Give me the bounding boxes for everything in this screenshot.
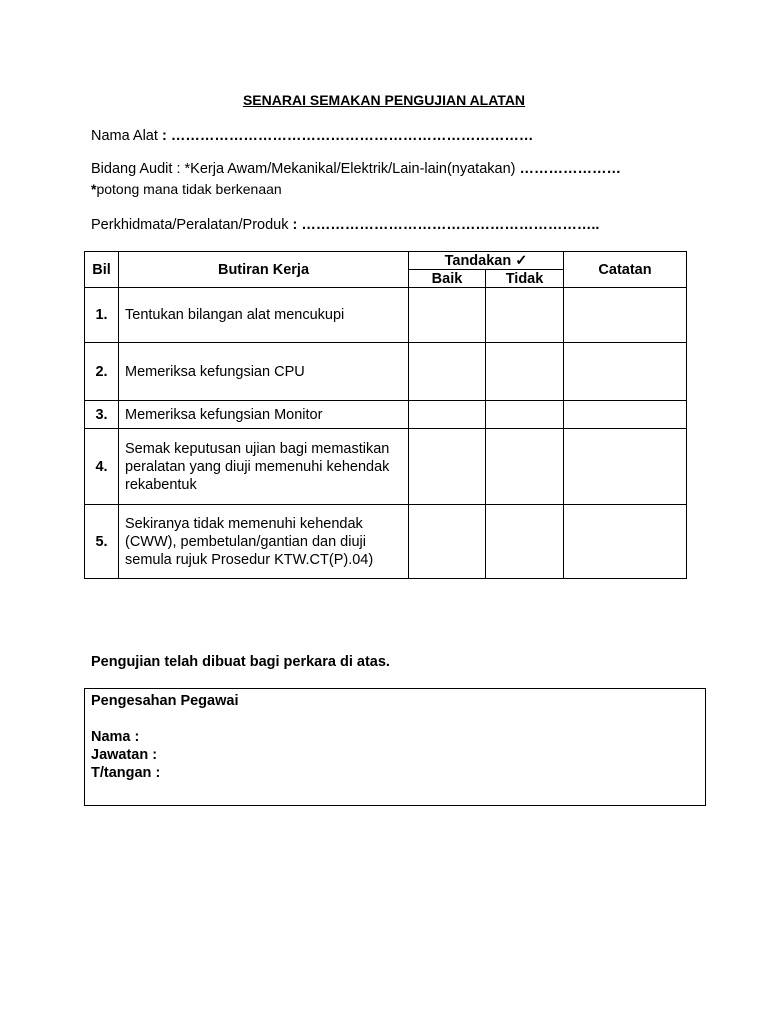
row-description: Memeriksa kefungsian Monitor <box>119 401 409 429</box>
table-row <box>85 401 687 429</box>
catatan-cell[interactable] <box>564 429 687 505</box>
row-description: Sekiranya tidak memenuhi kehendak (CWW), pembetulan/gantian dan diuji semula rujuk Prosedur KTW.CT(P).04) <box>119 505 409 579</box>
bidang-audit-label: Bidang Audit : *Kerja Awam/Mekanikal/Elektrik/Lain-lain(nyatakan) <box>91 161 516 177</box>
bidang-audit-blank[interactable]: ………………… <box>519 161 622 177</box>
catatan-cell[interactable] <box>564 505 687 579</box>
baik-cell[interactable] <box>409 288 486 343</box>
tandatangan-field[interactable]: T/tangan : <box>91 765 161 781</box>
nama-alat-label: Nama Alat <box>91 128 158 144</box>
table-row <box>85 288 687 343</box>
row-number: 1. <box>85 288 119 343</box>
table-row <box>85 343 687 401</box>
baik-cell[interactable] <box>409 401 486 429</box>
catatan-cell[interactable] <box>564 343 687 401</box>
row-number: 2. <box>85 343 119 401</box>
row-description: Memeriksa kefungsian CPU <box>119 343 409 401</box>
perkhidmatan-blank[interactable]: …………………………………………………….. <box>301 217 600 233</box>
row-number: 4. <box>85 429 119 505</box>
nama-alat-colon: : <box>161 128 167 144</box>
baik-cell[interactable] <box>409 429 486 505</box>
table-row <box>85 429 687 505</box>
tidak-cell[interactable] <box>486 505 564 579</box>
bidang-audit-line <box>91 161 621 177</box>
tidak-cell[interactable] <box>486 429 564 505</box>
strike-note <box>91 181 282 197</box>
tidak-cell[interactable] <box>486 288 564 343</box>
page-title: SENARAI SEMAKAN PENGUJIAN ALATAN <box>242 92 526 108</box>
perkhidmatan-label: Perkhidmata/Peralatan/Produk <box>91 217 289 233</box>
checklist-table <box>84 251 687 579</box>
confirmation-heading: Pengesahan Pegawai <box>91 693 239 709</box>
row-number: 3. <box>85 401 119 429</box>
nama-alat-line <box>91 128 533 144</box>
nama-alat-blank[interactable]: ………………………………………………………………… <box>170 128 534 144</box>
baik-cell[interactable] <box>409 343 486 401</box>
header-tandakan: Tandakan ✓ <box>409 252 564 270</box>
row-number: 5. <box>85 505 119 579</box>
confirmation-box <box>84 688 706 806</box>
header-bil: Bil <box>85 252 119 288</box>
header-tidak: Tidak <box>486 270 564 288</box>
catatan-cell[interactable] <box>564 401 687 429</box>
statement: Pengujian telah dibuat bagi perkara di atas. <box>91 654 390 670</box>
row-description: Tentukan bilangan alat mencukupi <box>119 288 409 343</box>
header-catatan: Catatan <box>564 252 687 288</box>
jawatan-field[interactable]: Jawatan : <box>91 747 158 763</box>
baik-cell[interactable] <box>409 505 486 579</box>
header-baik: Baik <box>409 270 486 288</box>
tidak-cell[interactable] <box>486 343 564 401</box>
catatan-cell[interactable] <box>564 288 687 343</box>
table-row <box>85 505 687 579</box>
perkhidmatan-colon: : <box>292 217 298 233</box>
perkhidmatan-line <box>91 217 599 233</box>
nama-field[interactable]: Nama : <box>91 729 140 745</box>
header-butiran-kerja: Butiran Kerja <box>119 252 409 288</box>
note-asterisk: * <box>91 181 97 197</box>
tidak-cell[interactable] <box>486 401 564 429</box>
note-text: potong mana tidak berkenaan <box>96 181 282 197</box>
row-description: Semak keputusan ujian bagi memastikan peralatan yang diuji memenuhi kehendak rekabentuk <box>119 429 409 505</box>
